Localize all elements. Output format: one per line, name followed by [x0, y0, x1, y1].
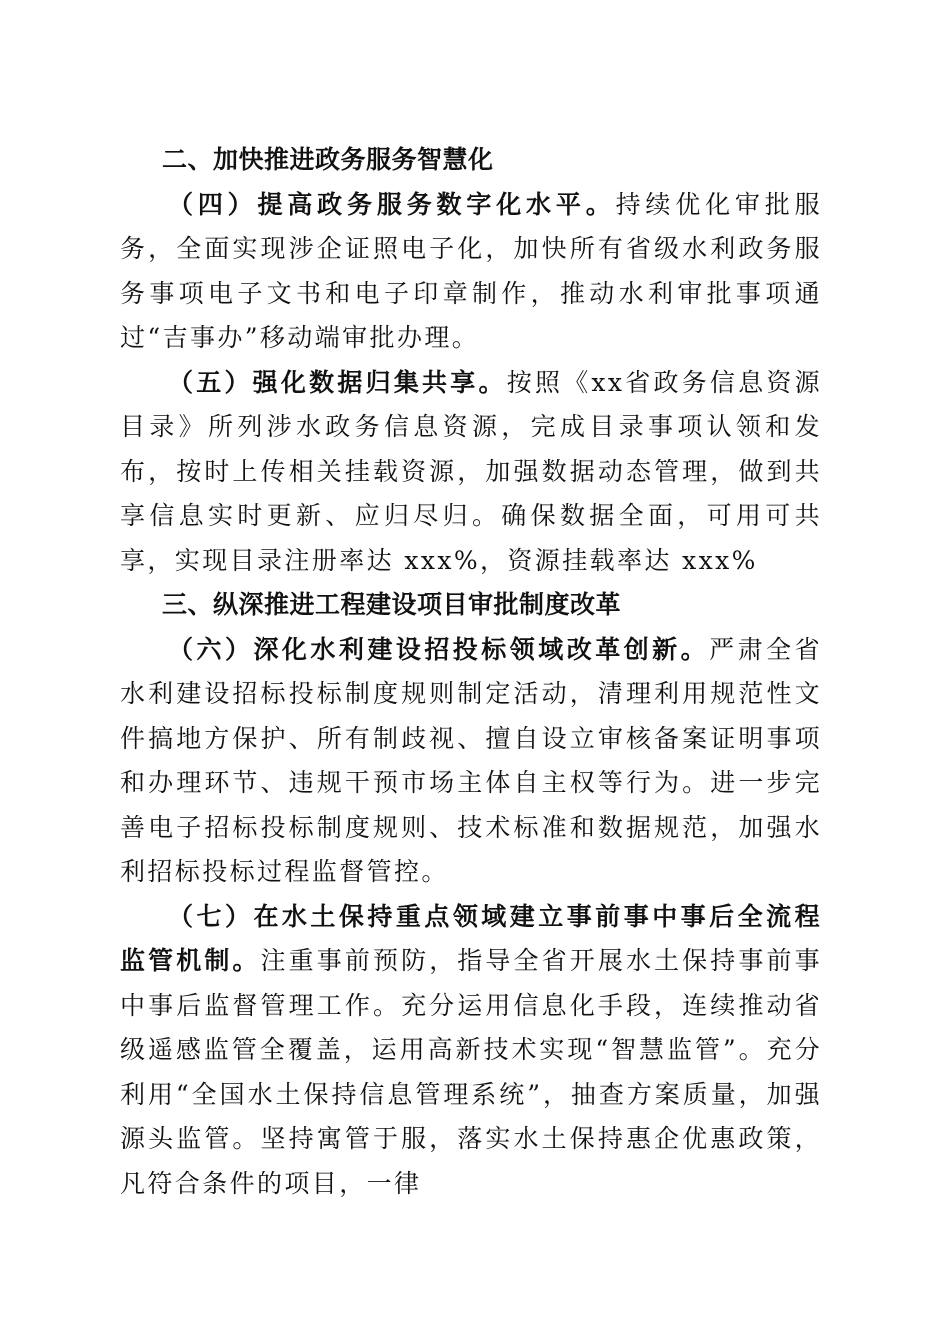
paragraph-6 [120, 628, 822, 895]
paragraph-6-lead: （六）深化水利建设招投标领域改革创新。 [168, 634, 710, 664]
section-2-heading: 二、加快推进政务服务智慧化 [162, 145, 494, 174]
paragraph-5-lead: （五）强化数据归集共享。 [168, 367, 507, 397]
section-3-heading: 三、纵深推进工程建设项目审批制度改革 [162, 590, 622, 619]
paragraph-6-body: 严肃全省水利建设招标投标制度规则制定活动，清理利用规范性文件搞地方保护、所有制歧视、擅自设立审核备案证明事项和办理环节、违规干预市场主体自主权等行为。进一步完善电子招标投标制度规则、技术标准和数据规范，加强水利招标投标过程监督管控。 [120, 634, 822, 886]
paragraph-5 [120, 361, 822, 584]
paragraph-4-body: 持续优化审批服务，全面实现涉企证照电子化，加快所有省级水利政务服务事项电子文书和电子印章制作，推动水利审批事项通过“吉事办”移动端审批办理。 [120, 189, 822, 352]
paragraph-7-body: 注重事前预防，指导全省开展水土保持事前事中事后监督管理工作。充分运用信息化手段，连续推动省级遥感监管全覆盖，运用高新技术实现“智慧监管”。充分利用“全国水土保持信息管理系统”，抽查方案质量，加强源头监管。坚持寓管于服，落实水土保持惠企优惠政策，凡符合条件的项目，一律 [120, 946, 822, 1198]
paragraph-4 [120, 183, 822, 361]
paragraph-5-body: 按照《xx省政务信息资源目录》所列涉水政务信息资源，完成目录事项认领和发布，按时上传相关挂载资源，加强数据动态管理，做到共享信息实时更新、应归尽归。确保数据全面，可用可共享，实现目录注册率达 xxx%，资源挂载率达 xxx% [120, 367, 823, 575]
paragraph-7-lead: （七）在水土保持重点领域建立事前事中事后全流程监管机制。 [120, 901, 822, 975]
paragraph-7 [120, 895, 822, 1207]
paragraph-4-lead: （四）提高政务服务数字化水平。 [168, 189, 616, 219]
document-page [120, 138, 822, 1206]
